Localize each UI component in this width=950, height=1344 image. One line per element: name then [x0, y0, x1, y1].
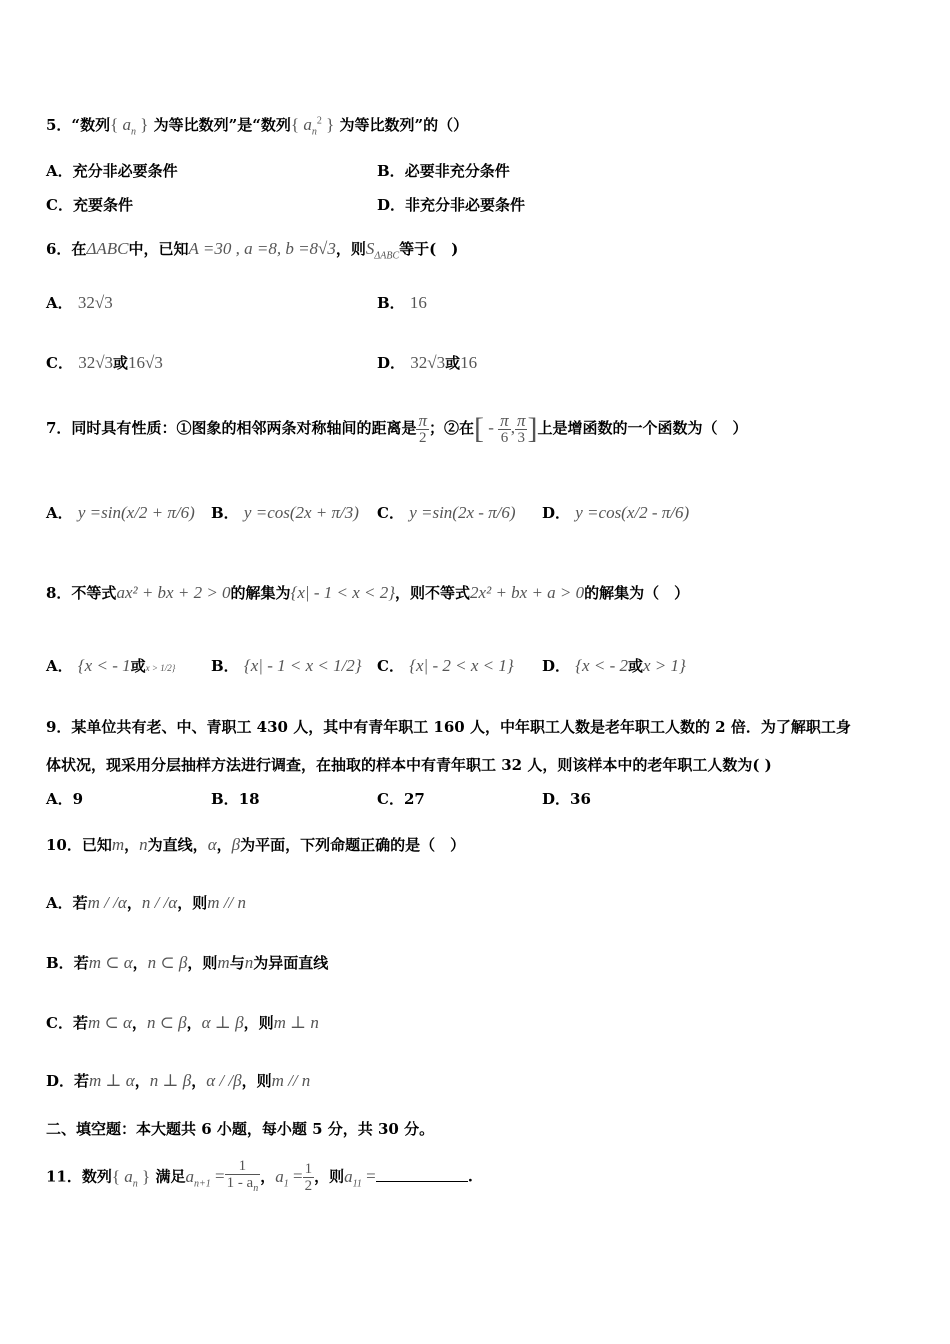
q11-a1-den: 2 [304, 1178, 313, 1194]
q11-recurrence-fraction [225, 1158, 261, 1197]
q8-option-d[interactable] [542, 655, 686, 676]
q6-area [365, 239, 400, 262]
q11-lhs [185, 1166, 211, 1189]
q5-seq2-sub: n [311, 126, 317, 138]
q6-area-symbol: S [365, 239, 375, 258]
section-2-title: 二、填空题：本大题共 6 小题，每小题 5 分，共 30 分。 [46, 1120, 435, 1138]
q10-option-d-cond3: α / /β [206, 1071, 242, 1090]
q7-frac-den: 2 [418, 429, 427, 446]
q5-suffix: 为等比数列”的（） [339, 116, 469, 134]
q8-option-b-label: B． [211, 657, 239, 675]
q9-option-a-label: A． [46, 790, 73, 808]
q10-option-d-then: ，则 [241, 1072, 272, 1090]
q6-option-c-text2: 16√3 [128, 353, 163, 372]
q8-prefix: 8．不等式 [46, 584, 117, 602]
q7-interval-a-num: π [500, 410, 509, 430]
q9-option-d[interactable] [542, 788, 591, 809]
q10-suffix: 为平面，下列命题正确的是（ ） [240, 836, 466, 854]
q5-option-b-label: B． [377, 162, 405, 180]
q7-interval-b-den: 3 [517, 429, 525, 446]
q6-mid: 中，已知 [128, 240, 189, 258]
q10-option-a-then: ，则 [177, 894, 208, 912]
q10-m: m [111, 835, 125, 854]
q6-option-c[interactable] [46, 352, 163, 373]
q10-option-d-label: D． [46, 1072, 75, 1090]
q5-option-c-text: 充要条件 [72, 196, 133, 214]
q9-option-d-label: D． [542, 790, 571, 808]
q10-n: n [139, 835, 148, 854]
q7-option-d-text: y =cos(x/2 - π/6) [575, 503, 690, 522]
q11-lhs-var: a [185, 1166, 194, 1186]
q7-option-a-text: y =sin(x/2 + π/6) [77, 503, 195, 522]
q7-prefix: 7．同时具有性质：①图象的相邻两条对称轴间的距离是 [46, 419, 417, 437]
q11-eq: = [210, 1166, 225, 1186]
q8-mid: 的解集为 [230, 584, 291, 602]
q10-option-b-cond2: n ⊂ β [147, 953, 188, 972]
q11-frac-num: 1 [225, 1158, 261, 1175]
q5-option-d[interactable] [377, 194, 525, 215]
q7-fraction [416, 410, 429, 446]
q10-option-d-result: m // n [271, 1071, 311, 1090]
q10-option-b[interactable] [46, 952, 328, 973]
q7-option-d-label: D． [542, 504, 571, 522]
q7-interval-close: ] [527, 412, 538, 445]
q6-option-c-label: C． [46, 354, 73, 372]
question-6-stem [46, 238, 458, 261]
q6-option-d-label: D． [377, 354, 406, 372]
q7-interval-a [498, 410, 511, 446]
q11-mid: 满足 [155, 1167, 186, 1186]
q9-option-b-label: B． [211, 790, 239, 808]
q5-option-d-label: D． [377, 196, 406, 214]
question-10-stem [46, 834, 465, 855]
q5-option-a-text: 充分非必要条件 [72, 162, 178, 180]
q10-option-b-result: m [217, 953, 230, 972]
q8-option-d-or: 或 [627, 657, 643, 675]
q10-option-c-cond3: α ⊥ β [201, 1013, 244, 1032]
q10-option-b-cond1: m ⊂ α [88, 953, 133, 972]
q11-a1-var: a [275, 1166, 284, 1186]
q8-option-a-or: 或 [130, 657, 146, 675]
q11-a1 [275, 1166, 289, 1189]
q10-option-c-cond1: m ⊂ α [87, 1013, 132, 1032]
q10-option-c-cond2: n ⊂ β [146, 1013, 187, 1032]
q10-option-c-then: ，则 [243, 1014, 274, 1032]
q7-interval-a-den: 6 [500, 429, 509, 446]
q10-option-b-sep: ， [132, 954, 148, 972]
q10-option-d-sep2: ， [191, 1072, 207, 1090]
q8-inequality-1: ax² + bx + 2 > 0 [116, 583, 231, 602]
question-5-stem [46, 114, 468, 137]
question-11-stem [46, 1158, 473, 1197]
q5-seq2-sup: 2 [316, 115, 322, 127]
q10-option-c[interactable] [46, 1012, 319, 1033]
q9-option-b-text: 18 [238, 790, 260, 808]
q10-option-a-cond1: m / /α [87, 893, 127, 912]
q7-interval-open: [ [474, 412, 484, 445]
q7-interval-minus: - [484, 418, 499, 437]
q7-suffix: 上是增函数的一个函数为（ ） [537, 419, 748, 437]
q6-mid2: ，则 [335, 240, 366, 258]
q10-option-a-cond2: n / /α [141, 893, 178, 912]
q6-option-c-text: 32√3 [78, 353, 114, 372]
q9-option-d-text: 36 [570, 790, 591, 808]
q7-mid: ；②在 [428, 419, 474, 437]
q10-option-d-cond1: m ⊥ α [89, 1071, 135, 1090]
q8-mid2: ，则不等式 [395, 584, 471, 602]
question-9-line-2: 体状况，现采用分层抽样方法进行调查，在抽取的样本中有青年职工 32 人，则该样本中的老年职工人数为( ) [46, 756, 772, 774]
q6-prefix: 6．在 [46, 240, 87, 258]
q8-option-d-label: D． [542, 657, 571, 675]
q6-area-sub: ΔABC [374, 250, 400, 262]
q11-comma: ， [260, 1167, 276, 1186]
q6-option-a[interactable] [46, 292, 113, 313]
q6-suffix: 等于( ) [399, 240, 459, 258]
q10-beta: β [231, 835, 241, 854]
q10-option-c-result: m ⊥ n [273, 1013, 319, 1032]
q9-option-a[interactable] [46, 788, 83, 809]
q11-a11-eq: = [361, 1166, 376, 1186]
q6-option-a-label: A． [46, 294, 73, 312]
q7-interval-comma: , [510, 418, 515, 437]
q8-option-a-text: {x < - 1 [77, 656, 131, 675]
q11-frac-den-sub: n [253, 1183, 259, 1194]
q8-option-b[interactable] [211, 655, 362, 676]
q10-option-c-ruo: 若 [72, 1014, 88, 1032]
q11-a1-num: 1 [304, 1161, 313, 1177]
q6-option-c-or: 或 [113, 354, 129, 372]
q6-option-b[interactable] [377, 292, 427, 313]
q11-frac-den-text: 1 - a [226, 1175, 254, 1191]
question-9-line-1: 9．某单位共有老、中、青职工 430 人，其中有青年职工 160 人，中年职工人数是老年职工人数的 2 倍．为了解职工身 [46, 718, 851, 736]
q6-triangle: ΔABC [86, 239, 129, 258]
q10-option-a-label: A． [46, 894, 73, 912]
q11-mid2: ，则 [314, 1167, 345, 1186]
q10-option-c-sep2: ， [186, 1014, 202, 1032]
q10-option-b-tail2: 为异面直线 [253, 954, 329, 972]
q7-interval-b-num: π [516, 410, 526, 430]
q11-lhs-sub: n+1 [193, 1177, 211, 1189]
q11-a1-fraction [303, 1161, 315, 1194]
q10-prefix: 10．已知 [46, 836, 112, 854]
q8-option-d-text2: x > 1} [643, 656, 686, 675]
q5-option-a-label: A． [46, 162, 73, 180]
q11-a11-sub: 11 [352, 1177, 362, 1189]
q10-option-b-result2: n [244, 953, 254, 972]
q9-option-b[interactable] [211, 788, 260, 809]
q11-a11-var: a [344, 1166, 353, 1186]
q10-alpha: α [207, 835, 217, 854]
q5-option-b[interactable] [377, 160, 510, 181]
q6-option-d[interactable] [377, 352, 477, 373]
q10-option-d-ruo: 若 [74, 1072, 90, 1090]
q5-seq1-sub: n [131, 126, 136, 138]
q10-option-b-tail: 与 [229, 954, 245, 972]
q11-frac-den [225, 1175, 261, 1197]
q10-option-b-then: ，则 [187, 954, 218, 972]
q11-a1-eq: = [288, 1166, 303, 1186]
q10-option-d[interactable] [46, 1070, 310, 1091]
q7-option-a[interactable] [46, 502, 195, 523]
q7-option-d[interactable] [542, 502, 689, 523]
q8-option-c[interactable] [377, 655, 514, 676]
q10-sep2: ， [216, 836, 232, 854]
q7-option-b[interactable] [211, 502, 359, 523]
q10-option-b-label: B． [46, 954, 74, 972]
q10-option-d-cond2: n ⊥ β [149, 1071, 192, 1090]
question-8-stem [46, 582, 689, 603]
q8-suffix: 的解集为（ ） [584, 584, 690, 602]
q6-conditions: A =30 , a =8, b =8√3 [188, 239, 336, 258]
q11-seq-sub: n [132, 1177, 138, 1189]
q11-seq-var: a [124, 1166, 133, 1186]
q9-option-c-label: C． [377, 790, 404, 808]
q5-seq1-var: a [122, 115, 131, 134]
q8-option-c-text: {x| - 2 < x < 1} [409, 656, 514, 675]
q8-solution-set: {x| - 1 < x < 2} [290, 583, 396, 602]
q10-option-a-result: m // n [207, 893, 246, 912]
q9-option-c-text: 27 [403, 790, 425, 808]
q7-interval-b [515, 410, 528, 446]
q9-option-a-text: 9 [72, 790, 84, 808]
q6-option-d-text2: 16 [460, 353, 478, 372]
q10-sep1: ， [124, 836, 140, 854]
q11-a1-sub: 1 [283, 1177, 289, 1189]
q10-option-c-label: C． [46, 1014, 73, 1032]
q5-option-d-text: 非充分非必要条件 [405, 196, 526, 214]
q8-option-a-label: A． [46, 657, 73, 675]
q10-option-a-sep: ， [126, 894, 142, 912]
q10-option-b-ruo: 若 [73, 954, 89, 972]
q5-mid: 为等比数列”是“数列 [153, 116, 291, 134]
q7-frac-num: π [418, 410, 427, 430]
q8-option-b-text: {x| - 1 < x < 1/2} [243, 656, 362, 675]
q11-end: . [467, 1167, 473, 1186]
q7-option-a-label: A． [46, 504, 73, 522]
q11-prefix: 11．数列 [46, 1167, 112, 1186]
question-7-stem [46, 412, 748, 446]
q5-prefix: 5．“数列 [46, 116, 111, 134]
q7-option-c-label: C． [377, 504, 404, 522]
q7-option-b-text: y =cos(2x + π/3) [243, 503, 359, 522]
q11-seq: { $a_n$ } [111, 1166, 151, 1189]
q5-seq1: { $a_n$ } [110, 115, 149, 138]
q8-option-a[interactable] [46, 655, 175, 676]
q8-option-c-label: C． [377, 657, 404, 675]
q5-seq2: { $a_n^2$ } [290, 115, 335, 138]
q5-option-b-text: 必要非充分条件 [404, 162, 510, 180]
q10-option-c-sep1: ， [131, 1014, 147, 1032]
q10-option-a-ruo: 若 [72, 894, 88, 912]
q9-option-c[interactable] [377, 788, 425, 809]
q6-option-a-text: 32√3 [77, 293, 113, 312]
q7-option-b-label: B． [211, 504, 239, 522]
q6-option-d-or: 或 [445, 354, 461, 372]
q6-option-b-label: B． [377, 294, 405, 312]
q7-option-c[interactable] [377, 502, 516, 523]
q11-a11 [344, 1166, 362, 1189]
q8-option-d-text: {x < - 2 [575, 656, 628, 675]
q6-option-b-text: 16 [409, 293, 427, 312]
q10-option-d-sep1: ， [134, 1072, 150, 1090]
q5-option-c-label: C． [46, 196, 73, 214]
q6-option-d-text: 32√3 [410, 353, 446, 372]
q7-option-c-text: y =sin(2x - π/6) [409, 503, 516, 522]
q8-inequality-2: 2x² + bx + a > 0 [470, 583, 585, 602]
q5-option-a[interactable] [46, 160, 178, 181]
q11-answer-blank[interactable] [376, 1167, 468, 1182]
q5-seq2-var: a [303, 115, 312, 134]
q5-option-c[interactable] [46, 194, 133, 215]
q10-option-a[interactable] [46, 892, 246, 913]
q10-mid: 为直线， [147, 836, 208, 854]
q8-option-a-text2: x > 1/2} [145, 663, 176, 673]
